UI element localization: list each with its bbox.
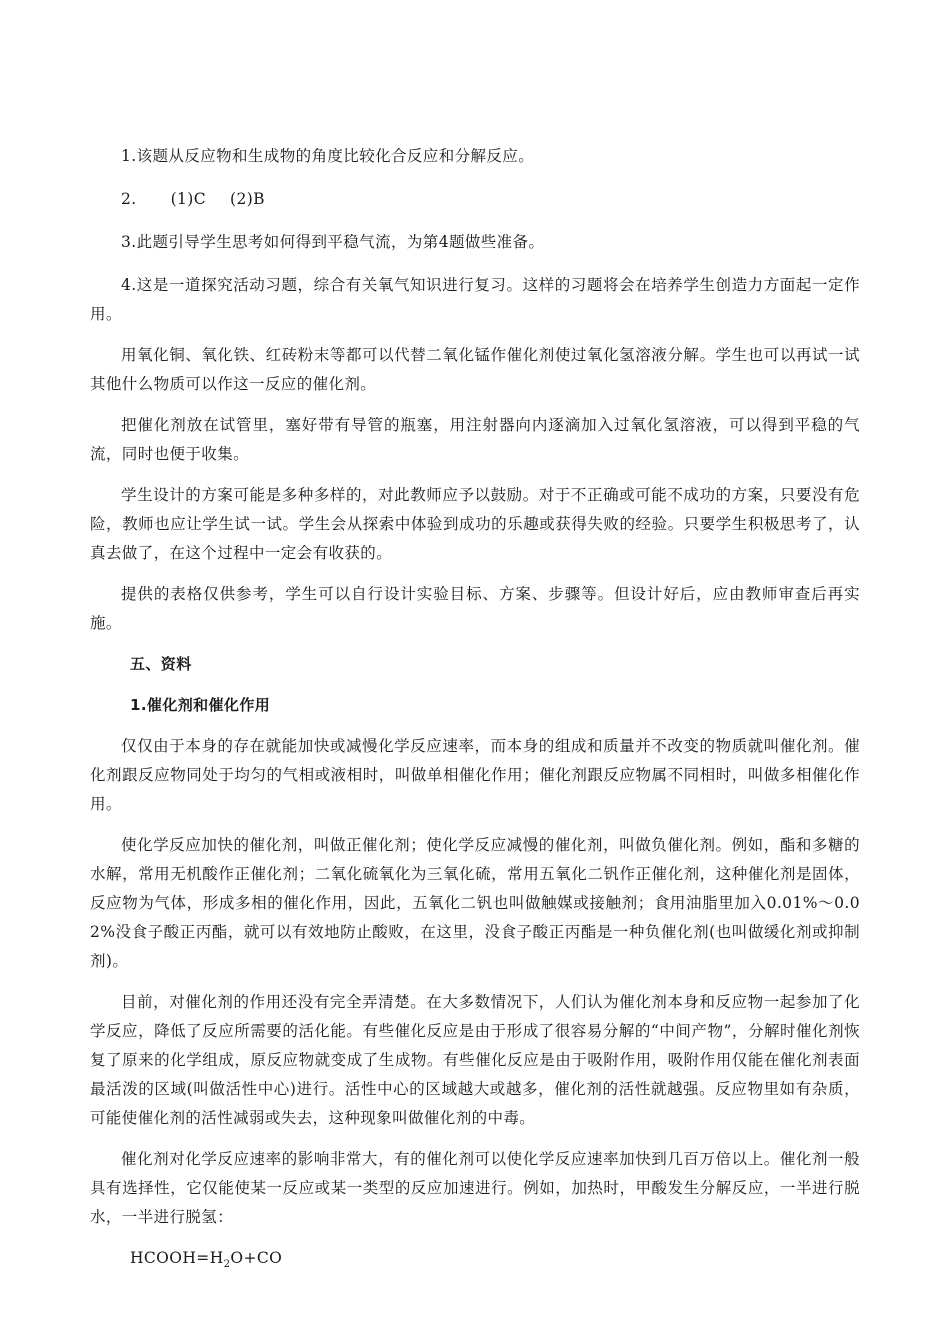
answer-1: 1.该题从反应物和生成物的角度比较化合反应和分解反应。 xyxy=(121,147,535,165)
equation-right: O+CO xyxy=(230,1249,283,1267)
section-subtitle: 1.催化剂和催化作用 xyxy=(130,696,271,714)
answer-2-number: 2. xyxy=(121,190,137,208)
answer-4: 4.这是一道探究活动习题，综合有关氧气知识进行复习。这样的习题将会在培养学生创造力方面起一定作用。 xyxy=(90,276,860,323)
material-paragraph-selectivity: 催化剂对化学反应速率的影响非常大，有的催化剂可以使化学反应速率加快到几百万倍以上。催化剂一般具有选择性，它仅能使某一反应或某一类型的反应加速进行。例如，加热时，甲酸发生分解反应，一半进行脱水，一半进行脱氢： xyxy=(90,1150,860,1226)
paragraph-student-designs: 学生设计的方案可能是多种多样的，对此教师应予以鼓励。对于不正确或可能不成功的方案，只要没有危险，教师也应让学生试一试。学生会从探索中体验到成功的乐趣或获得失败的经验。只要学生积极思考了，认真去做了，在这个过程中一定会有收获的。 xyxy=(90,486,860,562)
equation-left: HCOOH=H xyxy=(130,1249,224,1267)
material-paragraph-types: 使化学反应加快的催化剂，叫做正催化剂；使化学反应减慢的催化剂，叫做负催化剂。例如，酯和多糖的水解，常用无机酸作正催化剂；二氧化硫氧化为三氧化硫，常用五氧化二钒作正催化剂，这种催化剂是固体，反应物为气体，形成多相的催化作用，因此，五氧化二钒也叫做触媒或接触剂；食用油脂里加入0.01%～0.02%没食子酸正丙酯，就可以有效地防止酸败，在这里，没食子酸正丙酯是一种负催化剂(也叫做缓化剂或抑制剂)。 xyxy=(90,836,860,970)
answer-3: 3.此题引导学生思考如何得到平稳气流，为第4题做些准备。 xyxy=(121,233,545,251)
paragraph-table-reference: 提供的表格仅供参考，学生可以自行设计实验目标、方案、步骤等。但设计好后，应由教师审查后再实施。 xyxy=(90,585,860,632)
document-page xyxy=(90,142,860,1273)
material-paragraph-definition: 仅仅由于本身的存在就能加快或减慢化学反应速率，而本身的组成和质量并不改变的物质就叫催化剂。催化剂跟反应物同处于均匀的气相或液相时，叫做单相催化作用；催化剂跟反应物属不同相时，叫做多相催化作用。 xyxy=(90,737,860,813)
answer-2 xyxy=(90,185,860,214)
chemical-equation xyxy=(90,1244,860,1273)
paragraph-catalyst-substitutes: 用氧化铜、氧化铁、红砖粉末等都可以代替二氧化锰作催化剂使过氧化氢溶液分解。学生也可以再试一试其他什么物质可以作这一反应的催化剂。 xyxy=(90,346,860,393)
answer-2-part-1: (1)C xyxy=(170,190,207,208)
material-paragraph-mechanism: 目前，对催化剂的作用还没有完全弄清楚。在大多数情况下，人们认为催化剂本身和反应物一起参加了化学反应，降低了反应所需要的活化能。有些催化反应是由于形成了很容易分解的“中间产物”，分解时催化剂恢复了原来的化学组成，原反应物就变成了生成物。有些催化反应是由于吸附作用，吸附作用仅能在催化剂表面最活泼的区域(叫做活性中心)进行。活性中心的区域越大或越多，催化剂的活性就越强。反应物里如有杂质，可能使催化剂的活性减弱或失去，这种现象叫做催化剂的中毒。 xyxy=(90,993,860,1127)
equation-subscript: 2 xyxy=(223,1259,231,1271)
paragraph-experiment-setup: 把催化剂放在试管里，塞好带有导管的瓶塞，用注射器向内逐滴加入过氧化氢溶液，可以得到平稳的气流，同时也便于收集。 xyxy=(90,416,860,463)
section-title: 五、资料 xyxy=(130,655,192,673)
answer-2-part-2: (2)B xyxy=(230,190,265,208)
